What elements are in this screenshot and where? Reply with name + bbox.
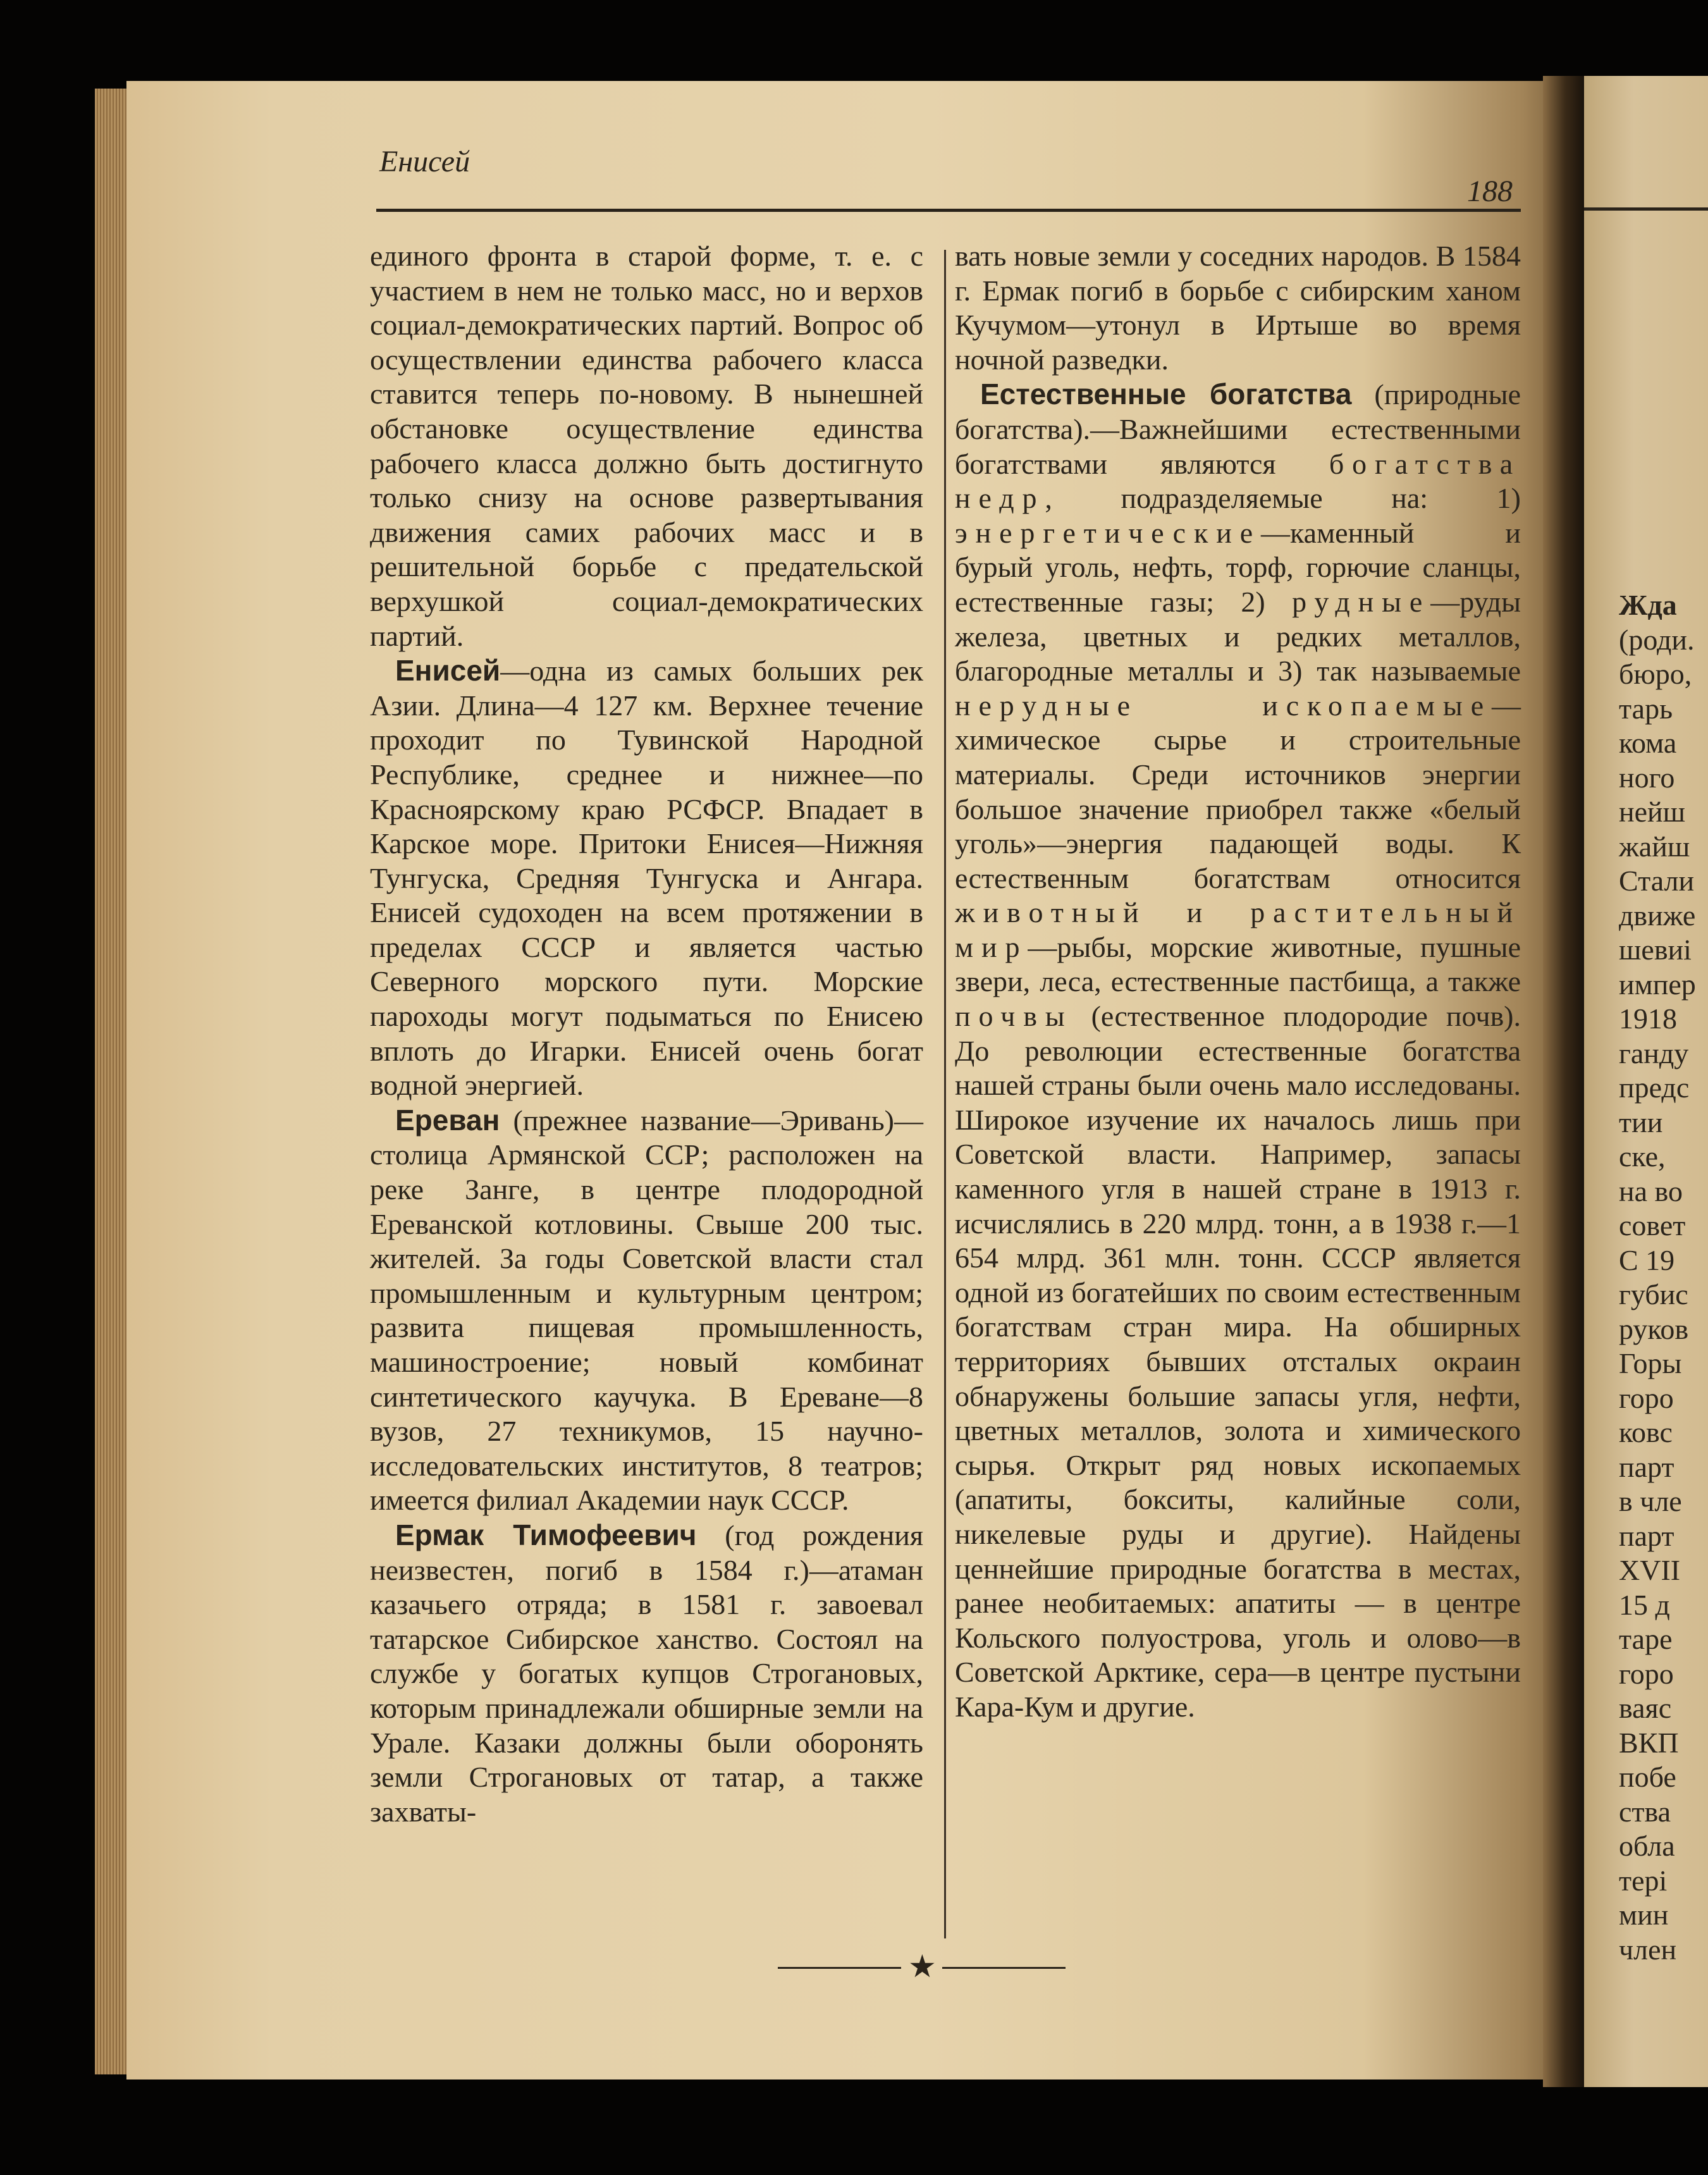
- fragment-line: ного: [1619, 761, 1675, 794]
- fragment-line: предс: [1619, 1071, 1690, 1104]
- fragment-line: губис: [1619, 1278, 1688, 1310]
- spaced-emphasis: энергетические: [955, 516, 1261, 549]
- entry-text: —рыбы, морские животные, пушные звери, леса, естественные пастбища, а также: [955, 930, 1521, 998]
- fragment-line: на во: [1619, 1174, 1683, 1207]
- fragment-line: член: [1619, 1933, 1677, 1966]
- fragment-line: движе: [1619, 899, 1696, 932]
- fragment-line: тарь: [1619, 692, 1673, 725]
- fragment-line: горо: [1619, 1381, 1674, 1414]
- dictionary-entry: [370, 1518, 923, 1829]
- book-page-edges: [95, 89, 130, 2074]
- entry-text: —одна из самых больших рек Азии. Длина—4 127 км. Верхнее течение проходит по Тувинской Народной Республике, среднее и нижнее—по Красноярскому краю РСФСР. Впадает в Карское море. Притоки Енисея—Нижняя Тунгуска, Средняя Тунгуска и Ангара. Енисей судоходен на всем протяжении в пределах СССР и является частью Северного морского пути. Морские пароходы могут подыматься по Енисею вплоть до Игарки. Енисей очень богат водной энергией.: [370, 655, 923, 1102]
- book-gutter: [1543, 76, 1587, 2087]
- fragment-line: мин: [1619, 1899, 1669, 1931]
- fragment-line: побе: [1619, 1761, 1676, 1793]
- dictionary-entry: [370, 653, 923, 1103]
- next-page-text-fragment: [1619, 588, 1696, 1967]
- spaced-emphasis: почвы: [955, 1000, 1073, 1033]
- entry-headword: Ермак Тимофеевич: [395, 1518, 697, 1551]
- fragment-line: жайш: [1619, 830, 1690, 863]
- spaced-emphasis: нерудные ископаемые: [955, 689, 1492, 722]
- entry-text: (прежнее название—Эривань)—столица Армянской ССР; расположен на реке Занге, в центре плодородной Ереванской котловины. Свыше 200 тыс. жителей. За годы Советской власти стал промышленным и культурным центром; развита пищевая промышленность, машиностроение; новый комбинат синтетического каучука. В Ереване—8 вузов, 27 техникумов, 15 научно-исследовательских институтов, 8 театров; имеется филиал Академии наук СССР.: [370, 1104, 923, 1517]
- fragment-line: Горы: [1619, 1347, 1682, 1379]
- fragment-line: Жда: [1619, 589, 1677, 621]
- entry-text: —каменный и бурый уголь, нефть, торф, горючие сланцы, естественные газы; 2): [955, 516, 1521, 618]
- column-divider: [944, 250, 946, 1938]
- spaced-emphasis: богатства недр: [955, 447, 1521, 515]
- spaced-emphasis: животный и растительный мир: [955, 896, 1521, 963]
- fragment-line: Стали: [1619, 865, 1695, 897]
- right-page-header-rule: [1584, 207, 1708, 211]
- entry-text: —химическое сырье и строительные материалы. Среди источников энергии большое значение приобрел также «белый уголь»—энергия падающей воды. К естественным богатствам относится: [955, 689, 1521, 894]
- fragment-line: ства: [1619, 1795, 1671, 1828]
- star-ornament: ★: [908, 1949, 937, 1984]
- fragment-line: импер: [1619, 968, 1696, 1001]
- fragment-line: кома: [1619, 727, 1677, 759]
- fragment-line: руков: [1619, 1312, 1689, 1345]
- fragment-line: 1918: [1619, 1002, 1677, 1035]
- fragment-line: тері: [1619, 1864, 1668, 1897]
- fragment-line: парт: [1619, 1450, 1674, 1483]
- fragment-line: в чле: [1619, 1485, 1682, 1517]
- fragment-line: обла: [1619, 1830, 1675, 1862]
- entry-text: , подразделяемые на: 1): [1045, 482, 1521, 515]
- footer-rule-left: [778, 1967, 901, 1969]
- fragment-line: бюро,: [1619, 658, 1692, 690]
- fragment-line: ганду: [1619, 1037, 1689, 1069]
- footer-rule-right: [942, 1967, 1066, 1969]
- fragment-line: (роди.: [1619, 623, 1695, 656]
- fragment-line: горо: [1619, 1657, 1674, 1690]
- fragment-line: ске,: [1619, 1140, 1666, 1173]
- entry-headword: Естественные богатства: [980, 378, 1352, 411]
- fragment-line: ковс: [1619, 1416, 1673, 1448]
- fragment-line: совет: [1619, 1209, 1686, 1242]
- fragment-line: парт: [1619, 1519, 1674, 1552]
- entry-text: —руды железа, цветных и редких металлов, благородные металлы и 3) так называемые: [955, 585, 1521, 687]
- fragment-line: XVII: [1619, 1554, 1681, 1586]
- entry-headword: Ереван: [395, 1103, 500, 1137]
- page-number: 188: [1467, 175, 1513, 208]
- fragment-line: нейш: [1619, 796, 1686, 828]
- right-text-column: [955, 239, 1521, 1725]
- dictionary-entry: [370, 1103, 923, 1518]
- fragment-line: С 19: [1619, 1243, 1675, 1276]
- fragment-line: ВКП: [1619, 1726, 1679, 1759]
- dictionary-entry: [955, 377, 1521, 1724]
- continued-paragraph: единого фронта в старой форме, т. е. с участием в нем не только масс, но и верхов социал-демократических партий. Вопрос об осуществлении единства рабочего класса ставится теперь по-новому. В нынешней обстановке осуществление единства рабочего класса должно быть достигнуто только снизу на основе развертывания движения самих рабочих масс и в решительной борьбе с предательской верхушкой социал-демократических партий.: [370, 240, 923, 652]
- entry-text: (природные богатства).—Важнейшими естественными богатствами являются: [955, 378, 1521, 480]
- fragment-line: 15 д: [1619, 1588, 1670, 1621]
- fragment-line: шевиі: [1619, 933, 1692, 966]
- header-rule: [376, 209, 1521, 212]
- spaced-emphasis: рудные: [1292, 585, 1431, 618]
- entry-headword: Енисей: [395, 654, 501, 687]
- fragment-line: ваяс: [1619, 1692, 1672, 1724]
- entry-text: (год рождения неизвестен, погиб в 1584 г.)—атаман казачьего отряда; в 1581 г. завоевал татарское Сибирское ханство. Состоял на службе у богатых купцов Строгановых, которым принадлежали обширные земли на Урале. Казаки должны были оборонять земли Строгановых от татар, а также захваты-: [370, 1519, 923, 1828]
- fragment-line: таре: [1619, 1623, 1673, 1655]
- running-head: Енисей: [379, 145, 470, 178]
- fragment-line: тии: [1619, 1106, 1663, 1138]
- left-text-column: [370, 239, 923, 1829]
- entry-text: (естественное плодородие почв). До революции естественные богатства нашей страны были очень мало исследованы. Широкое изучение их началось лишь при Советской власти. Например, запасы каменного угля в нашей стране в 1913 г. исчислялись в 220 млрд. тонн, а в 1938 г.—1 654 млрд. 361 млн. тонн. СССР является одной из богатейших по своим естественным богатствам стран мира. На обширных территориях бывших отсталых окраин обнаружены большие запасы угля, нефти, цветных металлов, золота и химического сырья. Открыт ряд новых ископаемых (апатиты, бокситы, калийные соли, никелевые руды и другие). Найдены ценнейшие природные богатства в местах, ранее необитаемых: апатиты — в центре Кольского полуострова, уголь и олово—в Советской Арктике, сера—в центре пустыни Кара-Кум и другие.: [955, 1000, 1521, 1723]
- continued-paragraph: вать новые земли у соседних народов. В 1584 г. Ермак погиб в борьбе с сибирским ханом Кучумом—утонул в Иртыше во время ночной разведки.: [955, 240, 1521, 376]
